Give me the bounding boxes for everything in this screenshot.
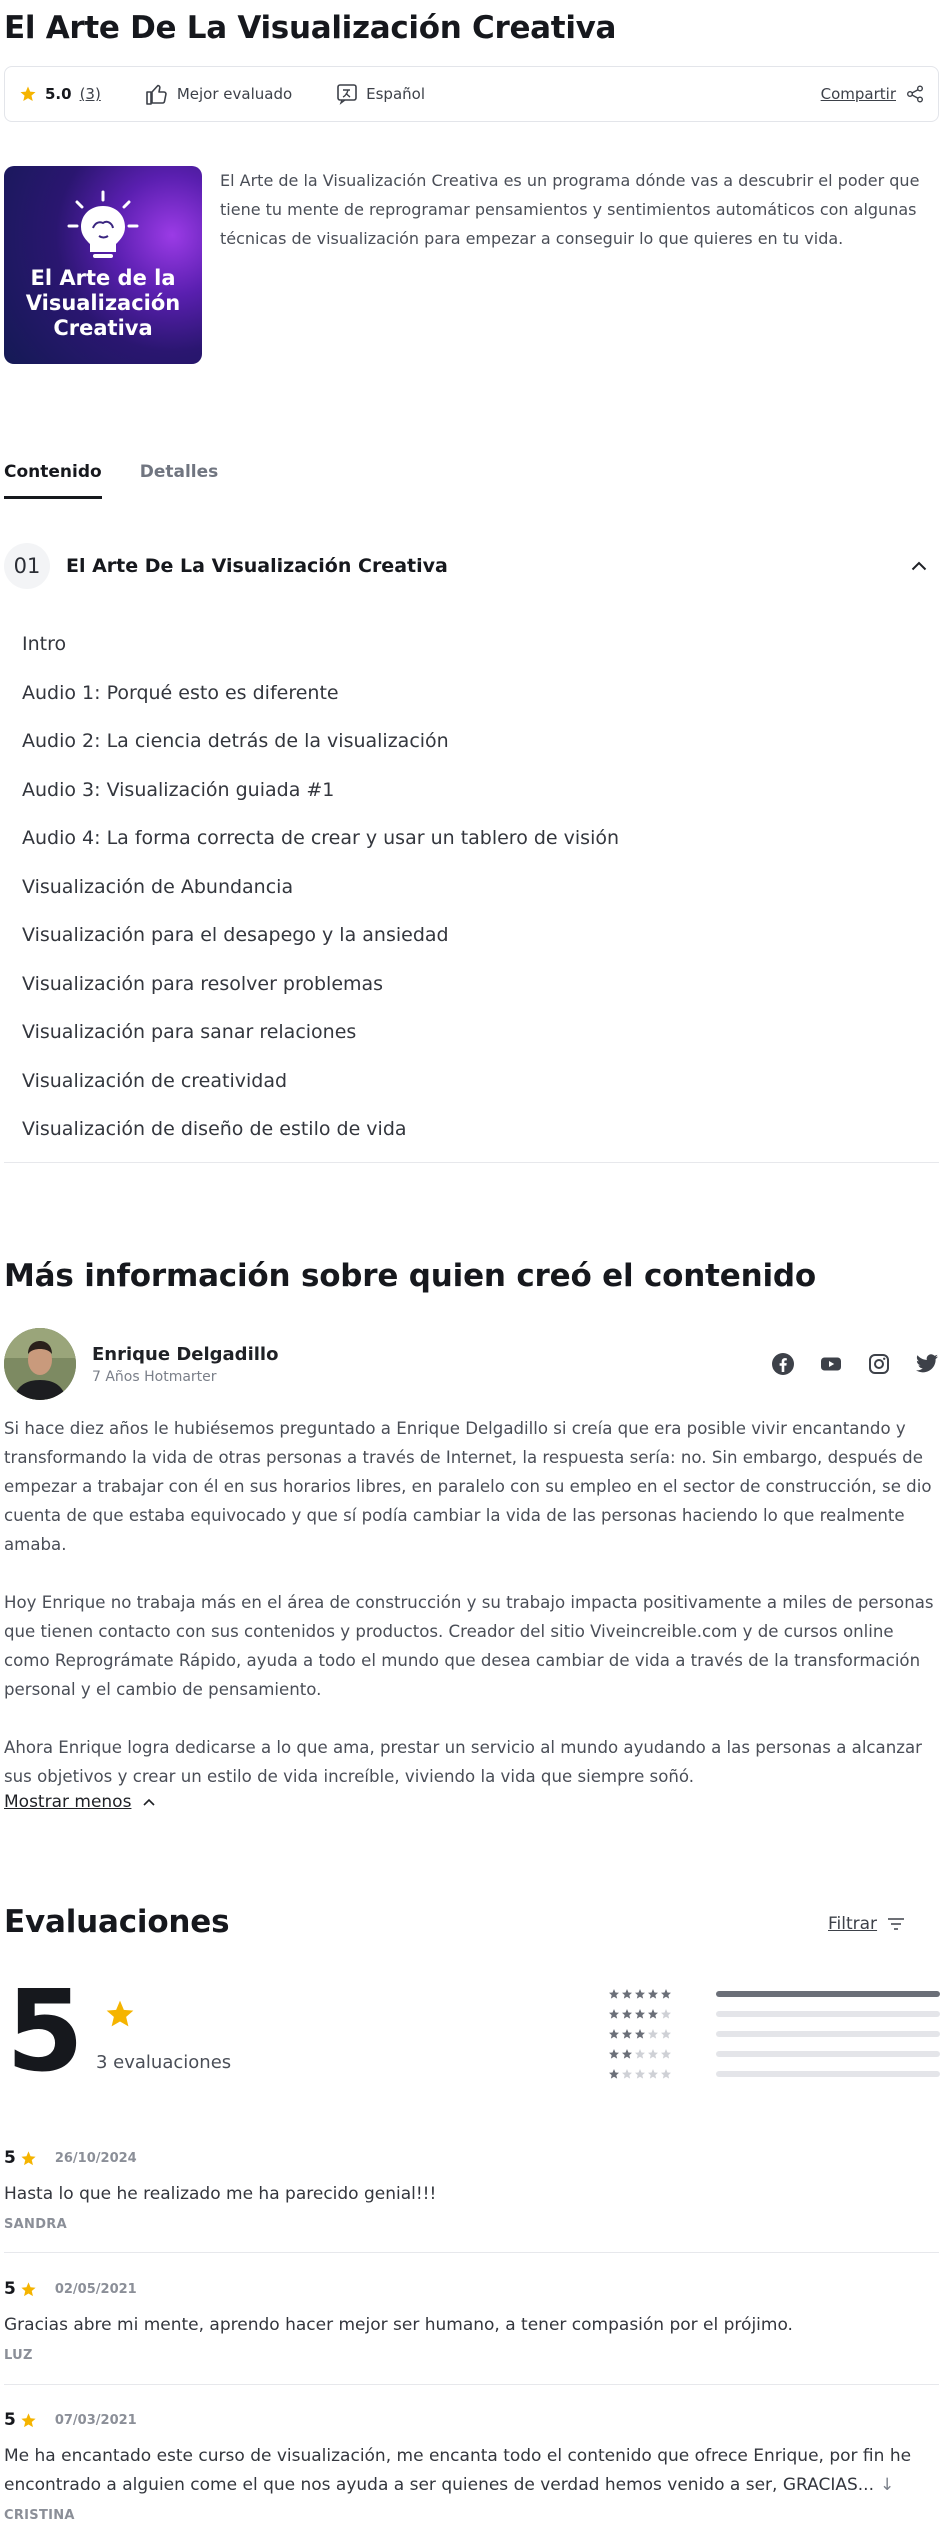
divider — [4, 2384, 939, 2385]
review-date: 26/10/2024 — [54, 2150, 137, 2166]
reviews-section-title: Evaluaciones — [4, 1904, 230, 1940]
divider — [4, 2252, 939, 2253]
lesson-item[interactable]: Intro — [22, 633, 67, 656]
filter-button[interactable] — [828, 1914, 905, 1934]
review-item — [4, 2279, 939, 2363]
review-count: 3 evaluaciones — [96, 2052, 232, 2073]
review-author: SANDRA — [4, 2217, 67, 2232]
instagram-icon[interactable] — [867, 1352, 891, 1376]
cover-title: El Arte de la Visualización Creativa — [25, 266, 181, 340]
share-icon — [906, 85, 924, 103]
mini-stars — [608, 2028, 674, 2040]
chevron-up-icon[interactable] — [911, 561, 927, 571]
share-button[interactable] — [821, 85, 924, 103]
share-label: Compartir — [820, 85, 896, 103]
top-rated-label: Mejor evaluado — [176, 85, 293, 103]
content-tabs — [4, 462, 218, 499]
review-text-expandable — [4, 2442, 939, 2500]
star-rating-icon — [608, 2008, 674, 2020]
divider — [4, 1162, 939, 1163]
review-score: 5 — [4, 2148, 16, 2168]
creator-tenure: 7 Años Hotmarter — [92, 1368, 217, 1385]
lesson-item[interactable]: Visualización para el desapego y la ansiedad — [22, 924, 449, 947]
creator-name[interactable]: Enrique Delgadillo — [92, 1343, 279, 1365]
mini-stars — [608, 1988, 674, 2000]
distribution-row — [608, 2044, 940, 2064]
distribution-bar — [716, 2031, 940, 2037]
chevron-up-icon — [143, 1798, 155, 1806]
language-label: Español — [366, 85, 425, 103]
language-icon — [336, 83, 358, 105]
module-title: El Arte De La Visualización Creativa — [66, 555, 448, 577]
star-icon — [20, 2412, 37, 2429]
lesson-item[interactable]: Visualización para resolver problemas — [22, 972, 384, 995]
lesson-list — [22, 620, 932, 1154]
twitter-icon[interactable] — [915, 1353, 939, 1375]
distribution-row — [608, 2064, 940, 2084]
mini-stars — [608, 2008, 674, 2020]
star-icon — [20, 2281, 37, 2298]
language-badge — [336, 83, 425, 105]
lesson-item[interactable]: Audio 4: La forma correcta de crear y usar un tablero de visión — [22, 827, 620, 850]
review-score: 5 — [4, 2410, 16, 2430]
product-cover-image — [4, 166, 202, 364]
bio-paragraph: Ahora Enrique logra dedicarse a lo que ama, prestar un servicio al mundo ayudando a las personas a alcanzar sus objetivos y crear un estilo de vida increíble, viviendo la vida que siempre soñó. — [4, 1738, 922, 1786]
rating-count-link[interactable]: (3) — [79, 85, 101, 103]
lesson-item[interactable]: Visualización para sanar relaciones — [22, 1021, 357, 1044]
page-title: El Arte De La Visualización Creativa — [4, 10, 617, 46]
youtube-icon[interactable] — [819, 1352, 843, 1376]
lesson-item[interactable]: Visualización de diseño de estilo de vida — [22, 1118, 407, 1141]
distribution-bar — [716, 2051, 940, 2057]
rating-distribution — [608, 1984, 940, 2084]
tab-detalles[interactable]: Detalles — [139, 462, 219, 482]
star-rating-icon — [608, 2028, 674, 2040]
show-less-button[interactable] — [4, 1792, 155, 1812]
star-rating-icon — [608, 1988, 674, 2000]
lesson-item[interactable]: Audio 2: La ciencia detrás de la visualización — [22, 730, 449, 753]
distribution-bar — [716, 1991, 940, 1997]
module-accordion-header[interactable] — [4, 540, 939, 592]
star-icon — [20, 2150, 37, 2167]
expand-arrow-icon[interactable]: ↓ — [879, 2475, 895, 2495]
star-rating-icon — [608, 2068, 674, 2080]
product-meta-bar — [4, 66, 939, 122]
lesson-item[interactable]: Audio 3: Visualización guiada #1 — [22, 778, 335, 801]
bio-paragraph: Hoy Enrique no trabaja más en el área de construcción y su trabajo impacta positivamente a miles de personas que tienen contacto con sus contenidos y productos. Creador del sitio Viveincreible.com y de cursos online como Reprográmate Rápido, ayuda a todo el mundo que desea cambiar de vida a través de la transformación personal y el cambio de pensamiento. — [4, 1593, 934, 1699]
creator-bio — [4, 1414, 939, 1820]
review-item — [4, 2410, 939, 2523]
top-rated-badge — [145, 83, 292, 105]
product-description: El Arte de la Visualización Creativa es un programa dónde vas a descubrir el poder que tiene tu mente de reprogramar pensamientos y sentimientos automáticos con algunas técnicas de visualización para empezar a conseguir lo que quieres en tu vida. — [220, 171, 920, 248]
tab-contenido[interactable]: Contenido — [4, 462, 102, 499]
show-less-label: Mostrar menos — [4, 1792, 132, 1812]
average-score: 5 — [6, 1967, 80, 2097]
review-text: Gracias abre mi mente, aprendo hacer mejor ser humano, a tener compasión por el prójimo. — [4, 2315, 793, 2335]
avatar — [4, 1328, 76, 1400]
distribution-bar — [716, 2011, 940, 2017]
lesson-item[interactable]: Audio 1: Porqué esto es diferente — [22, 681, 339, 704]
thumbs-up-icon — [145, 83, 169, 105]
review-item — [4, 2148, 939, 2232]
facebook-icon[interactable] — [771, 1352, 795, 1376]
mini-stars — [608, 2068, 674, 2080]
distribution-row — [608, 2004, 940, 2024]
social-links — [771, 1352, 939, 1376]
filter-label: Filtrar — [828, 1914, 878, 1934]
star-icon — [104, 1998, 136, 2030]
mini-stars — [608, 2048, 674, 2060]
rating-summary — [19, 85, 101, 103]
filter-icon — [887, 1917, 905, 1931]
review-score: 5 — [4, 2279, 16, 2299]
review-author: LUZ — [4, 2348, 33, 2363]
creator-section-title: Más información sobre quien creó el contenido — [4, 1258, 816, 1294]
creator-row — [4, 1326, 939, 1402]
lesson-item[interactable]: Visualización de creatividad — [22, 1069, 288, 1092]
distribution-bar-fill — [716, 1991, 940, 1997]
review-author: CRISTINA — [4, 2508, 75, 2523]
review-text: Hasta lo que he realizado me ha parecido genial!!! — [4, 2184, 437, 2204]
star-rating-icon — [608, 2048, 674, 2060]
distribution-bar — [716, 2071, 940, 2077]
rating-value: 5.0 — [45, 85, 72, 103]
bio-paragraph: Si hace diez años le hubiésemos preguntado a Enrique Delgadillo si creía que era posible vivir encantando y transformando la vida de otras personas a través de Internet, la respuesta sería: no. Sin embargo, después de empezar a trabajar con él en sus horarios libres, en paralelo con su empleo en el sector de construcción, se dio cuenta de que estaba equivocado y que sí podía cambiar la vida de las personas haciendo lo que realmente amaba. — [4, 1419, 932, 1554]
lesson-item[interactable]: Visualización de Abundancia — [22, 875, 294, 898]
star-icon — [19, 85, 37, 103]
module-number: 01 — [4, 543, 50, 589]
lightbulb-brain-icon — [63, 188, 143, 264]
distribution-row — [608, 1984, 940, 2004]
review-date: 07/03/2021 — [54, 2412, 137, 2428]
review-text: Me ha encantado este curso de visualización, me encanta todo el contenido que ofrece Enrique, por fin he encontrado a alguien come el que nos ayuda a ser quienes de verdad hemos venido a ser, GRACIAS... — [4, 2446, 912, 2495]
distribution-row — [608, 2024, 940, 2044]
review-date: 02/05/2021 — [54, 2281, 137, 2297]
